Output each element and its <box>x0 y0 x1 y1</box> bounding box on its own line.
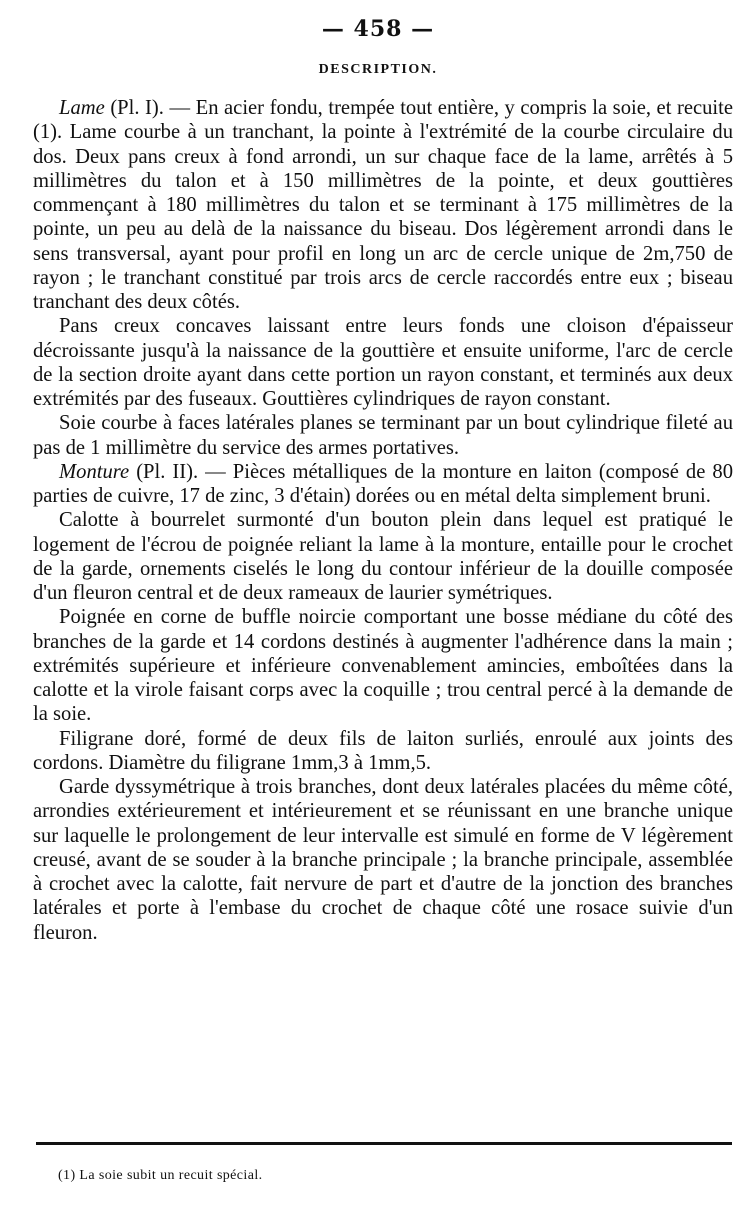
footnote-rule <box>36 1142 732 1145</box>
paragraph-text: Garde dyssymétrique à trois branches, dont deux latérales placées du même côté, arrondies extérieurement et intérieurement et se réunissant en une branche unique sur laquelle le prolongement de leur intervalle est simulé en forme de V légèrement creusé, avant de se souder à la branche principale ; la branche principale, assemblée à crochet avec la calotte, fait nervure de part et d'autre de la jonction des branches latérales et porte à l'embase du crochet de chaque côté une rosace suivie d'un fleuron. <box>33 776 733 944</box>
paragraph-lead: Lame <box>59 97 105 119</box>
footnote: (1) La soie subit un recuit spécial. <box>58 1168 263 1183</box>
paragraph-monture <box>33 460 733 509</box>
paragraph-text: Calotte à bourrelet surmonté d'un bouton plein dans lequel est pratiqué le logement de l'écrou de poignée reliant la lame à la monture, entaille pour le crochet de la garde, ornements ciselés le long du contour inférieur de la douille composée d'un fleuron central et de deux rameaux de laurier symétriques. <box>33 509 733 604</box>
paragraph-text: Filigrane doré, formé de deux fils de laiton surliés, enroulé aux joints des cordons. Diamètre du filigrane 1mm,3 à 1mm,5. <box>33 727 733 774</box>
paragraph-text: (Pl. I). — En acier fondu, trempée tout entière, y compris la soie, et recuite (1). Lame courbe à un tranchant, la pointe à l'extrémité de la courbe circulaire du dos. Deux pans creux à fond arrondi, un sur chaque face de la lame, arrêtés à 5 millimètres du talon et à 150 millimètres de la pointe, et deux gouttières commençant à 180 millimètres du talon et se terminant à 175 millimètres de la pointe, un peu au delà de la naissance du biseau. Dos légèrement arrondi dans le sens transversal, ayant pour profil en long un arc de cercle unique de 2m,750 de rayon ; le tranchant constitué par trois arcs de cercle raccordés entre eux ; biseau tranchant des deux côtés. <box>33 97 733 313</box>
paragraph-filigrane <box>33 727 733 776</box>
paragraph-garde <box>33 775 733 945</box>
body-text <box>33 96 733 945</box>
paragraph-pans-creux <box>33 314 733 411</box>
paragraph-lame <box>33 96 733 314</box>
paragraph-calotte <box>33 508 733 605</box>
paragraph-text: (Pl. II). — Pièces métalliques de la monture en laiton (composé de 80 parties de cuivre, 17 de zinc, 3 d'étain) dorées ou en métal delta simplement bruni. <box>33 460 733 507</box>
page-number: — 458 — <box>321 16 435 42</box>
paragraph-text: Soie courbe à faces latérales planes se terminant par un bout cylindrique fileté au pas de 1 millimètre du service des armes portatives. <box>33 412 733 459</box>
paragraph-soie <box>33 411 733 460</box>
paragraph-text: Poignée en corne de buffle noircie comportant une bosse médiane du côté des branches de la garde et 14 cordons destinés à augmenter l'adhérence dans la main ; extrémités supérieure et inférieure convenablement amincies, emboîtées dans la calotte et la virole faisant corps avec la coquille ; trou central percé à la demande de la soie. <box>33 606 733 726</box>
section-heading: DESCRIPTION. <box>318 62 438 77</box>
paragraph-poignee <box>33 605 733 726</box>
paragraph-lead: Monture <box>59 460 130 483</box>
paragraph-text: Pans creux concaves laissant entre leurs fonds une cloison d'épaisseur décroissante jusqu'à la naissance de la gouttière et ensuite uniforme, l'arc de cercle de la section droite ayant dans cette portion un rayon constant, et terminés aux deux extrémités par des fuseaux. Gouttières cylindriques de rayon constant. <box>33 315 733 410</box>
